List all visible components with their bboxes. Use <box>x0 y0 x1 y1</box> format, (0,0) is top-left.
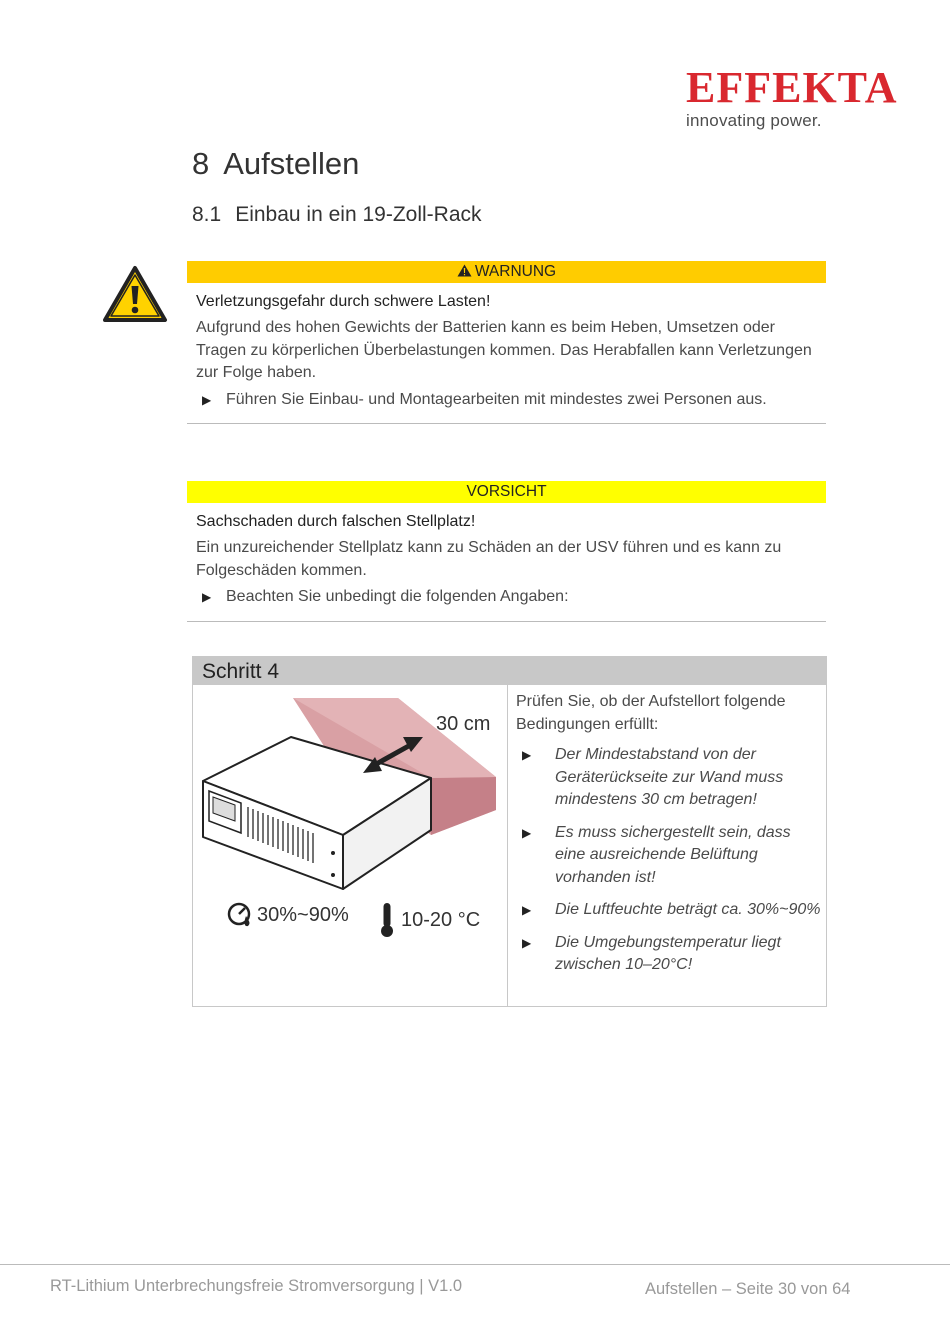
condition-item <box>516 899 821 922</box>
caution-body <box>187 503 826 622</box>
step-title: Schritt 4 <box>193 657 826 685</box>
chapter-heading <box>192 146 359 182</box>
condition-item <box>516 932 821 977</box>
humidity-gauge-icon <box>227 902 253 928</box>
step-instructions <box>516 691 821 987</box>
warning-title: Verletzungsgefahr durch schwere Lasten! <box>196 293 491 310</box>
condition-item <box>516 822 821 890</box>
warning-body <box>187 283 826 424</box>
caution-label: VORSICHT <box>466 483 547 500</box>
chapter-title: Aufstellen <box>223 146 360 181</box>
arrow-right-icon: ▶ <box>202 392 212 407</box>
footer-page-info: Aufstellen – Seite 30 von 64 <box>645 1280 851 1298</box>
footer-document-title: RT-Lithium Unterbrechungsfreie Stromversorgung | V1.0 <box>50 1277 463 1295</box>
caution-text: Ein unzureichender Stellplatz kann zu Schäden an der USV führen und es kann zu Folgeschäden kommen. <box>196 539 782 579</box>
temperature-value: 10-20 °C <box>401 908 481 931</box>
humidity-indicator <box>227 902 349 928</box>
arrow-right-icon: ▶ <box>522 748 532 762</box>
arrow-right-icon: ▶ <box>522 825 532 840</box>
caution-bar <box>187 481 826 503</box>
section-title: Einbau in ein 19-Zoll-Rack <box>235 203 482 226</box>
logo-tagline: innovating power. <box>686 111 822 130</box>
company-logo <box>686 63 898 131</box>
caution-title: Sachschaden durch falschen Stellplatz! <box>196 513 476 530</box>
logo-brand: EFFEKTA <box>686 63 898 112</box>
section-number: 8.1 <box>192 203 222 226</box>
section-heading <box>192 203 482 227</box>
warning-notice <box>187 261 826 424</box>
step-box <box>192 656 827 1007</box>
step-intro: Prüfen Sie, ob der Aufstellort folgende Bedingungen erfüllt: <box>516 693 786 733</box>
arrow-right-icon: ▶ <box>522 903 532 917</box>
caution-bullet-text: Beachten Sie unbedingt die folgenden Angaben: <box>226 588 569 605</box>
caution-bullet <box>196 586 826 609</box>
warning-small-icon <box>457 264 472 277</box>
arrow-right-icon: ▶ <box>522 935 532 950</box>
thermometer-icon <box>379 902 395 938</box>
distance-label: 30 cm <box>436 713 491 735</box>
step-illustration <box>193 685 508 1006</box>
condition-text: Der Mindestabstand von der Geräterückseite zur Wand muss mindestens 30 cm betragen! <box>555 746 784 808</box>
condition-item <box>516 744 821 812</box>
chapter-number: 8 <box>192 146 210 181</box>
warning-label: WARNUNG <box>474 263 557 280</box>
warning-bullet <box>196 389 826 412</box>
footer-divider <box>0 1264 950 1265</box>
warning-text: Aufgrund des hohen Gewichts der Batterien kann es beim Heben, Umsetzen oder Tragen zu körperlichen Überbelastungen kommen. Das Herabfallen kann Verletzungen zur Folge haben. <box>196 319 812 381</box>
humidity-value: 30%~90% <box>257 903 349 926</box>
condition-text: Die Umgebungstemperatur liegt zwischen 10–20°C! <box>555 933 781 973</box>
warning-triangle-icon <box>102 265 168 323</box>
arrow-right-icon: ▶ <box>202 590 212 604</box>
condition-text: Es muss sichergestellt sein, dass eine ausreichende Belüftung vorhanden ist! <box>555 823 791 886</box>
warning-bar <box>187 261 826 283</box>
caution-notice <box>187 481 826 622</box>
temperature-indicator <box>379 902 480 938</box>
warning-bullet-text: Führen Sie Einbau- und Montagearbeiten mit mindestes zwei Personen aus. <box>226 390 767 408</box>
condition-text: Die Luftfeuchte beträgt ca. 30%~90% <box>555 901 821 918</box>
